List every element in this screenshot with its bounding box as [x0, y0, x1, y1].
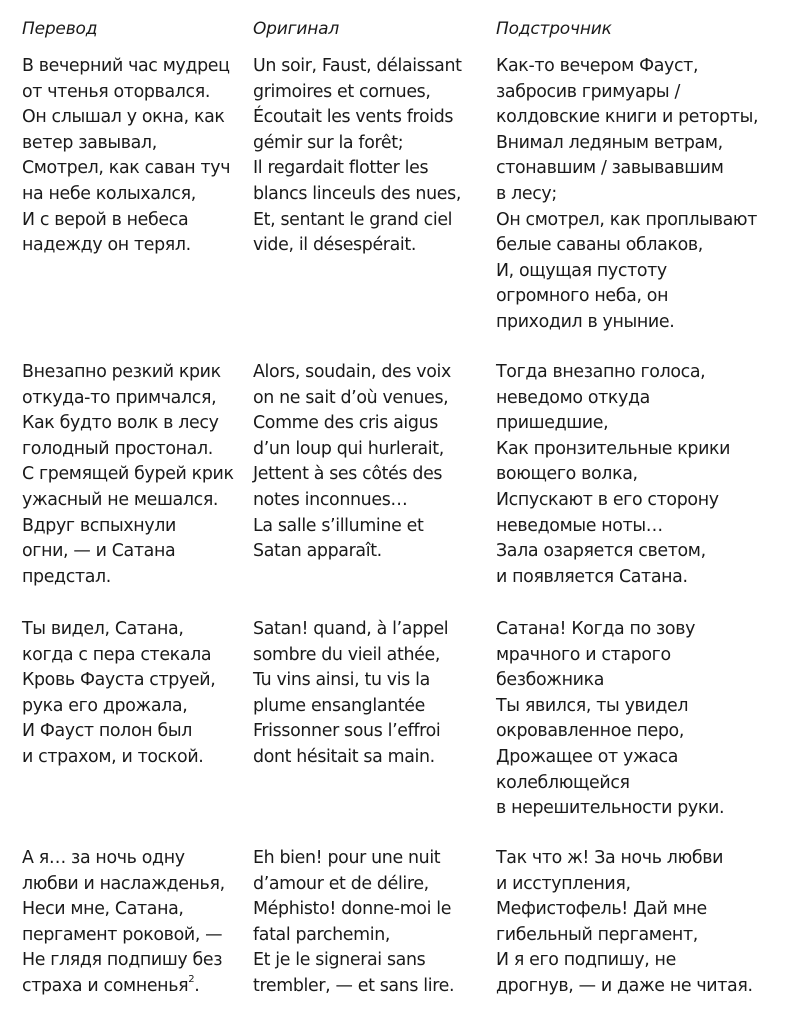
verse-line — [22, 437, 234, 463]
verse-line — [496, 462, 730, 488]
verse-line-text: sombre du vieil athée, — [253, 644, 441, 665]
verse-line-text: в лесу; — [496, 183, 557, 204]
verse-line-text: notes inconnues… — [253, 489, 408, 510]
verse-line — [22, 923, 225, 949]
header-original: Оригинал — [253, 19, 339, 39]
verse-line-text: Satan apparaît. — [253, 541, 382, 562]
stanza-1-translation — [22, 54, 230, 259]
verse-line — [253, 182, 462, 208]
verse-line-text: приходил в уныние. — [496, 311, 675, 332]
verse-line-end-punctuation: . — [194, 975, 200, 996]
verse-line — [496, 156, 758, 182]
verse-line-text: на небе колыхался, — [22, 183, 196, 204]
verse-line-text: Он смотрел, как проплывают — [496, 209, 757, 230]
verse-line — [253, 668, 448, 694]
stanza-2-translation — [22, 360, 234, 590]
verse-line — [496, 694, 724, 720]
verse-line — [496, 259, 758, 285]
verse-line-text: колеблющейся — [496, 772, 630, 793]
verse-line-text: И, ощущая пустоту — [496, 260, 667, 281]
verse-line — [253, 233, 462, 259]
verse-line-text: от чтенья оторвался. — [22, 81, 211, 102]
verse-line-text: on ne sait d’où venues, — [253, 387, 449, 408]
verse-line — [22, 872, 225, 898]
verse-line-text: Кровь Фауста струей, — [22, 670, 216, 691]
verse-line — [496, 284, 758, 310]
verse-line-text: Et, sentant le grand ciel — [253, 209, 453, 230]
verse-line-text: забросив гримуары / — [496, 81, 681, 102]
header-translation: Перевод — [22, 19, 98, 39]
verse-line-text: Дрожащее от ужаса — [496, 746, 679, 767]
verse-line — [496, 643, 724, 669]
verse-line — [253, 54, 462, 80]
verse-line-text: Как пронзительные крики — [496, 438, 731, 459]
verse-line-text: Comme des cris aigus — [253, 413, 438, 434]
verse-line — [496, 54, 758, 80]
verse-line — [496, 948, 753, 974]
verse-line-text: fatal parchemin, — [253, 924, 391, 945]
verse-line — [496, 923, 753, 949]
verse-line-text: А я… за ночь одну — [22, 848, 185, 868]
verse-line — [496, 386, 730, 412]
verse-line-text: Ты явился, ты увидел — [496, 695, 689, 716]
verse-line-text: надежду он терял. — [22, 235, 191, 256]
verse-line-text: неведомые ноты… — [496, 515, 663, 536]
verse-line-text: Eh bien! pour une nuit — [253, 848, 441, 868]
verse-line — [253, 514, 451, 540]
verse-line-text: Écoutait les vents froids — [253, 107, 454, 128]
verse-line — [496, 796, 724, 822]
verse-line — [496, 233, 758, 259]
verse-line-text: И Фауст полон был — [22, 721, 192, 742]
verse-line — [22, 694, 215, 720]
verse-line-text: стонавшим / завывавшим — [496, 158, 724, 179]
stanza-3-translation — [22, 617, 215, 771]
verse-line — [22, 846, 225, 872]
verse-line-text: мрачного и старого — [496, 644, 671, 665]
verse-line-text: когда с пера стекала — [22, 644, 212, 665]
verse-line — [22, 745, 215, 771]
verse-line — [22, 386, 234, 412]
verse-line — [22, 897, 225, 923]
verse-line — [496, 745, 724, 771]
verse-line-text: Как-то вечером Фауст, — [496, 56, 699, 76]
verse-line — [253, 948, 454, 974]
verse-line — [22, 360, 234, 386]
verse-line-text: пергамент роковой, — — [22, 924, 223, 945]
header-literal: Подстрочник — [496, 19, 612, 39]
verse-line-text: plume ensanglantée — [253, 695, 425, 716]
verse-line — [496, 617, 724, 643]
stanza-2-literal — [496, 360, 730, 590]
verse-line — [253, 694, 448, 720]
verse-line-text: и исступления, — [496, 873, 631, 894]
verse-line — [22, 539, 234, 565]
verse-line — [22, 488, 234, 514]
verse-line-text: Испускают в его сторону — [496, 489, 719, 510]
verse-line-text: колдовские книги и реторты, — [496, 107, 759, 128]
verse-line — [253, 643, 448, 669]
stanza-3-literal — [496, 617, 724, 822]
stanza-4-translation — [22, 846, 225, 1000]
verse-line — [496, 719, 724, 745]
verse-line — [253, 846, 454, 872]
verse-line — [496, 131, 758, 157]
verse-line-text: неведомо откуда — [496, 387, 650, 408]
verse-line — [253, 105, 462, 131]
verse-line-text: И я его подпишу, не — [496, 950, 676, 971]
verse-line-text: Неси мне, Сатана, — [22, 899, 184, 920]
verse-line-text: огни, — и Сатана — [22, 541, 176, 562]
verse-line — [496, 872, 753, 898]
verse-line — [22, 617, 215, 643]
verse-line — [496, 80, 758, 106]
verse-line — [496, 208, 758, 234]
verse-line-text: Так что ж! За ночь любви — [496, 848, 724, 868]
verse-line-text: голодный простонал. — [22, 438, 213, 459]
verse-line — [22, 643, 215, 669]
stanza-4-original — [253, 846, 454, 1000]
verse-line-text: Un soir, Faust, délaissant — [253, 56, 462, 76]
verse-line-text: Jettent à ses côtés des — [253, 464, 443, 485]
verse-line-text: ветер завывал, — [22, 132, 157, 153]
verse-line-text: В вечерний час мудрец — [22, 56, 230, 76]
verse-line — [496, 974, 753, 1000]
verse-line — [253, 156, 462, 182]
verse-line-text: d’amour et de délire, — [253, 873, 429, 894]
verse-line-text: белые саваны облаков, — [496, 235, 703, 256]
verse-line — [496, 411, 730, 437]
verse-line — [22, 54, 230, 80]
verse-line-text: дрогнув, — и даже не читая. — [496, 975, 753, 996]
stanza-1-literal — [496, 54, 758, 336]
verse-line — [22, 411, 234, 437]
verse-line — [22, 514, 234, 540]
footnote-marker: 2 — [188, 974, 195, 986]
verse-line — [22, 462, 234, 488]
verse-line — [22, 182, 230, 208]
verse-line — [496, 310, 758, 336]
verse-line-text: Il regardait flotter les — [253, 158, 429, 179]
verse-line — [253, 539, 451, 565]
verse-line — [253, 617, 448, 643]
verse-line-text: откуда-то примчался, — [22, 387, 217, 408]
verse-line — [253, 719, 448, 745]
verse-line — [22, 974, 225, 1000]
verse-line — [253, 80, 462, 106]
verse-line-text: страха и сомненья — [22, 975, 189, 996]
verse-line — [496, 771, 724, 797]
verse-line — [253, 360, 451, 386]
verse-line-text: Зала озаряется светом, — [496, 541, 706, 562]
verse-line-text: La salle s’illumine et — [253, 515, 424, 536]
verse-line-text: Tu vins ainsi, tu vis la — [253, 670, 430, 691]
verse-line-text: gémir sur la forêt; — [253, 132, 404, 153]
verse-line-text: d’un loup qui hurlerait, — [253, 438, 444, 459]
verse-line — [496, 539, 730, 565]
verse-line-text: Как будто волк в лесу — [22, 413, 219, 434]
verse-line — [496, 668, 724, 694]
verse-line-text: blancs linceuls des nues, — [253, 183, 461, 204]
verse-line-text: Внимал ледяным ветрам, — [496, 132, 723, 153]
verse-line — [22, 131, 230, 157]
stanza-4-literal — [496, 846, 753, 1000]
verse-line-text: любви и наслажденья, — [22, 873, 225, 894]
verse-line — [22, 105, 230, 131]
verse-line-text: Он слышал у окна, как — [22, 107, 225, 128]
verse-line — [22, 80, 230, 106]
verse-line-text: dont hésitait sa main. — [253, 746, 435, 767]
verse-line — [253, 386, 451, 412]
verse-line — [496, 360, 730, 386]
verse-line — [22, 208, 230, 234]
verse-line — [22, 565, 234, 591]
verse-line-text: Méphisto! donne-moi le — [253, 899, 452, 920]
verse-line — [496, 514, 730, 540]
verse-line-text: рука его дрожала, — [22, 695, 188, 716]
verse-line-text: в нерешительности руки. — [496, 798, 725, 819]
verse-line-text: Не глядя подпишу без — [22, 950, 223, 971]
verse-line — [496, 105, 758, 131]
verse-line-text: Ты видел, Сатана, — [22, 619, 184, 639]
stanza-2-original — [253, 360, 451, 565]
verse-line — [496, 846, 753, 872]
stanza-1-original — [253, 54, 462, 259]
verse-line — [496, 437, 730, 463]
verse-line-text: Внезапно резкий крик — [22, 362, 221, 382]
verse-line-text: и страхом, и тоской. — [22, 746, 204, 767]
verse-line-text: Тогда внезапно голоса, — [496, 362, 706, 382]
verse-line-text: grimoires et cornues, — [253, 81, 431, 102]
verse-line-text: безбожника — [496, 670, 605, 691]
verse-line-text: огромного неба, он — [496, 286, 669, 307]
verse-line-text: Вдруг вспыхнули — [22, 515, 176, 536]
verse-line-text: предстал. — [22, 566, 111, 587]
verse-line — [496, 565, 730, 591]
verse-line — [253, 745, 448, 771]
verse-line-text: Alors, soudain, des voix — [253, 362, 451, 382]
verse-line-text: vide, il désespérait. — [253, 235, 417, 256]
verse-line-text: Et je le signerai sans — [253, 950, 426, 971]
verse-line-text: ужасный не мешался. — [22, 489, 219, 510]
verse-line-text: Frissonner sous l’effroi — [253, 721, 441, 742]
verse-line — [22, 668, 215, 694]
verse-line-text: и появляется Сатана. — [496, 566, 688, 587]
verse-line — [496, 897, 753, 923]
verse-line — [22, 233, 230, 259]
stanza-3-original — [253, 617, 448, 771]
verse-line — [253, 974, 454, 1000]
verse-line — [22, 948, 225, 974]
verse-line — [253, 897, 454, 923]
verse-line-text: воющего волка, — [496, 464, 638, 485]
verse-line — [253, 488, 451, 514]
verse-line — [253, 437, 451, 463]
verse-line-text: trembler, — et sans lire. — [253, 975, 455, 996]
verse-line-text: окровавленное перо, — [496, 721, 685, 742]
verse-line — [496, 488, 730, 514]
verse-line — [496, 182, 758, 208]
verse-line — [253, 923, 454, 949]
verse-line — [253, 411, 451, 437]
verse-line-text: гибельный пергамент, — [496, 924, 698, 945]
verse-line-text: Смотрел, как саван туч — [22, 158, 231, 179]
verse-line-text: Сатана! Когда по зову — [496, 619, 696, 639]
verse-line-text: Satan! quand, à l’appel — [253, 619, 449, 639]
verse-line — [22, 719, 215, 745]
verse-line — [22, 156, 230, 182]
verse-line-text: пришедшие, — [496, 413, 609, 434]
verse-line-text: Мефистофель! Дай мне — [496, 899, 707, 920]
verse-line — [253, 208, 462, 234]
verse-line — [253, 131, 462, 157]
verse-line-text: И с верой в небеса — [22, 209, 189, 230]
verse-line-text: С гремящей бурей крик — [22, 464, 234, 485]
verse-line — [253, 462, 451, 488]
verse-line — [253, 872, 454, 898]
